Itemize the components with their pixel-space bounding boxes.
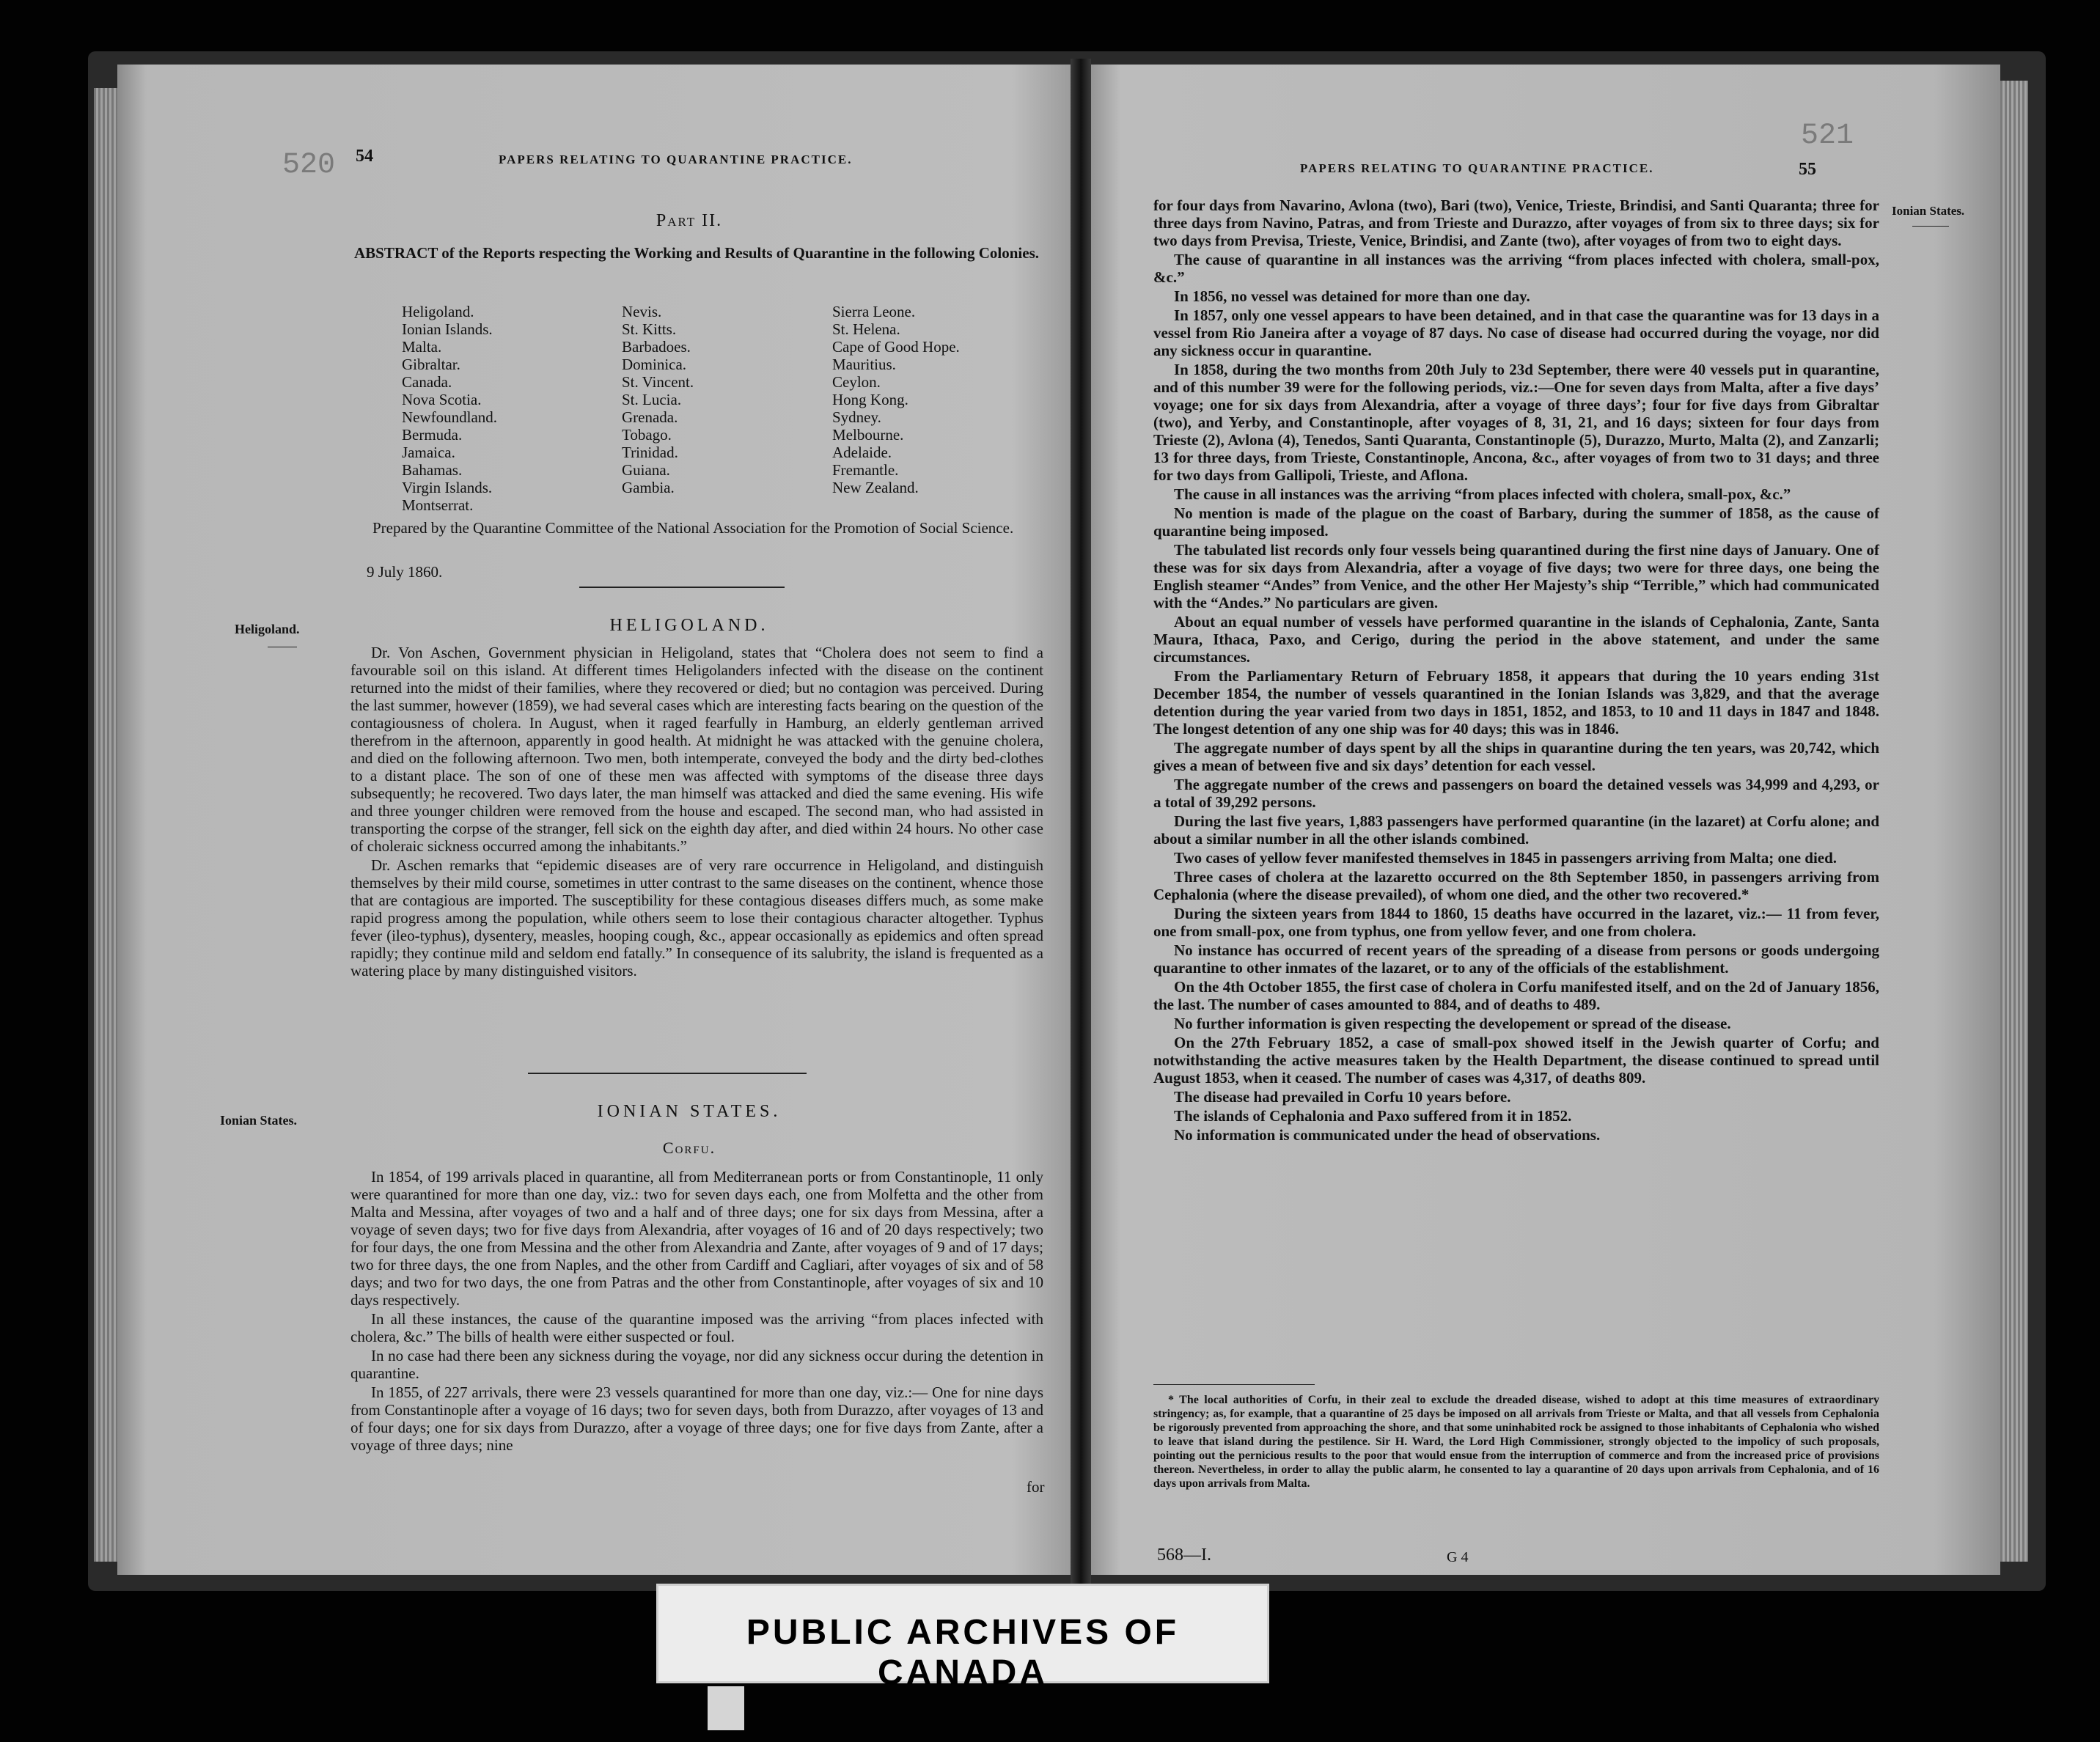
colony-item: Tobago. bbox=[622, 426, 672, 444]
colony-item: Malta. bbox=[402, 338, 442, 356]
right-running-head: PAPERS RELATING TO QUARANTINE PRACTICE. bbox=[1300, 161, 1654, 175]
colony-item: Mauritius. bbox=[832, 356, 896, 373]
book-gutter bbox=[1071, 59, 1091, 1584]
paragraph: The aggregate number of the crews and passengers on board the detained vessels was 34,999 and 4,293, or a total of 39,292 persons. bbox=[1153, 776, 1879, 811]
left-stamp-number: 520 bbox=[282, 149, 336, 182]
colony-item: Hong Kong. bbox=[832, 391, 908, 408]
paragraph: Two cases of yellow fever manifested themselves in 1845 in passengers arriving from Malta; one died. bbox=[1174, 849, 1838, 867]
left-page-edges bbox=[94, 88, 119, 1562]
paragraph: The tabulated list records only four vessels being quarantined during the first nine days of January. One of these was for six days from Alexandria, after a voyage of five days; two were for three days, one being the English steamer “Andes” from Venice, and the other Her Majesty’s ship “Terrible,” which had communicated with the “Andes.” No particulars are given. bbox=[1153, 541, 1879, 611]
paragraph: Three cases of cholera at the lazaretto occurred on the 8th September 1850, in passengers arriving from Cephalonia (where the disease prevailed), of whom one died, and the other two recovered.* bbox=[1153, 868, 1879, 903]
colony-item: Guiana. bbox=[622, 461, 670, 479]
colony-item: Melbourne. bbox=[832, 426, 904, 444]
right-page-number: 55 bbox=[1799, 160, 1816, 179]
imprint: 568—I. bbox=[1157, 1546, 1211, 1565]
corfu-paragraph: In 1855, of 227 arrivals, there were 23 vessels quarantined for more than one day, viz.:— One for nine days from Constantinople after a voyage of 16 days; two for seven days, both from Durazzo, after voyages of 13 and of four days; one for six days from Durazzo, after a voyage of three days; one for five days from Zante, after a voyage of three days; nine bbox=[350, 1383, 1043, 1454]
prepared-by bbox=[352, 519, 1041, 538]
colony-list-col2 bbox=[622, 303, 754, 496]
paragraph: for four days from Navarino, Avlona (two), Bari (two), Venice, Trieste, Brindisi, and Santi Quaranta; three for three days from Navino, Patras, and from Trieste and Durazzo, after voyages of from six to three days; six for two days from Previsa, Trieste, Venice, Brindisi, and Zante (two), after voyages of from two to eight days. bbox=[1153, 196, 1879, 249]
paragraph: In 1856, no vessel was detained for more than one day. bbox=[1174, 287, 1530, 305]
margin-note-ionian-left: Ionian States. bbox=[220, 1113, 298, 1128]
colony-item: Trinidad. bbox=[622, 444, 678, 461]
colony-item: Bahamas. bbox=[402, 461, 463, 479]
film-tab bbox=[708, 1686, 744, 1730]
colony-item: Jamaica. bbox=[402, 444, 455, 461]
left-running-head: PAPERS RELATING TO QUARANTINE PRACTICE. bbox=[499, 152, 853, 166]
ionian-title: IONIAN STATES. bbox=[597, 1102, 782, 1121]
colony-item: Cape of Good Hope. bbox=[832, 338, 960, 356]
paragraph: During the last five years, 1,883 passengers have performed quarantine (in the lazaret) at Corfu alone; and about a similar number in all the other islands combined. bbox=[1153, 812, 1879, 848]
footnote-rule bbox=[1153, 1384, 1315, 1385]
paragraph: The cause of quarantine in all instances was the arriving “from places infected with cholera, small-pox, &c.” bbox=[1153, 251, 1879, 286]
archive-label-text: PUBLIC ARCHIVES OF CANADA bbox=[746, 1613, 1180, 1692]
corfu-paragraph: In 1854, of 199 arrivals placed in quarantine, all from Mediterranean ports or from Constantinople, 11 only were quarantined for more than one day, viz.: two for seven days each, one from Molfetta and the other from Malta and Messina, after voyages of two and a half and of three days; one for six days from Messina, after a voyage of seven days; two for five days from Alexandria, after voyages of 16 and of 20 days respectively; two for four days, the one from Messina and the other from Alexandria and Zante, after voyages of 9 and of 17 days; two for three days, the one from Naples, and the other from Cardiff and Cagliari, after voyages of six and of 58 days; and two for two days, the one from Patras and the other from Constantinople, after voyages of six and 10 days respectively. bbox=[350, 1168, 1043, 1309]
colony-item: St. Vincent. bbox=[622, 373, 694, 391]
colony-item: Nova Scotia. bbox=[402, 391, 482, 408]
paragraph: No further information is given respecting the developement or spread of the disease. bbox=[1174, 1015, 1731, 1032]
colony-list-col3 bbox=[832, 303, 1023, 496]
colony-item: Canada. bbox=[402, 373, 452, 391]
paragraph: During the sixteen years from 1844 to 1860, 15 deaths have occurred in the lazaret, viz.:— 11 from fever, one from small-pox, one from typhus, one from yellow fever, and one from cholera. bbox=[1153, 905, 1879, 940]
heligoland-title: HELIGOLAND. bbox=[609, 616, 769, 635]
section-rule bbox=[579, 587, 785, 588]
heligoland-body bbox=[350, 644, 1043, 981]
signature-mark: G 4 bbox=[1447, 1549, 1469, 1565]
part-title: Part II. bbox=[656, 211, 723, 230]
margin-note-ionian-right: Ionian States. bbox=[1892, 204, 1965, 218]
footnote bbox=[1153, 1393, 1879, 1491]
footnote-text: * The local authorities of Corfu, in their zeal to exclude the dreaded disease, wished to adopt at this time measures of extraordinary stringency; as, for example, that a quarantine of 25 days be imposed on all arrivals from Trieste or Malta, and that all vessels from Cephalonia be rigorously prevented from approaching the shore, and that some uninhabited rock be assigned to those inhabitants of Cephalonia who wished to leave that island during the pestilence. Sir H. Ward, the Lord High Commissioner, strongly objected to the impolicy of such proposals, pointing out the pernicious results to the poor that would ensue from the interruption of commerce and from the increased price of provisions thereon. Nevertheless, in order to allay the public alarm, he consented to lay a quarantine of 20 days upon arrivals from Cephalonia, and of 16 days upon arrivals from Malta. bbox=[1153, 1394, 1879, 1490]
colony-item: St. Helena. bbox=[832, 320, 900, 338]
right-page-edges bbox=[2000, 81, 2028, 1562]
margin-note-heligoland: Heligoland. bbox=[235, 622, 300, 636]
left-page-number: 54 bbox=[356, 147, 373, 166]
colony-item: Gibraltar. bbox=[402, 356, 460, 373]
paragraph: About an equal number of vessels have performed quarantine in the islands of Cephalonia, Zante, Santa Maura, Ithaca, Paxo, and Cerigo, during the period in the above statement, and under the same circumstances. bbox=[1153, 613, 1879, 666]
colony-item: Bermuda. bbox=[402, 426, 463, 444]
paragraph: No instance has occurred of recent years of the spreading of a disease from persons or goods undergoing quarantine to other inmates of the lazaret, or to any of the officials of the establishment. bbox=[1153, 941, 1879, 977]
section-rule bbox=[528, 1073, 807, 1074]
colony-item: Heligoland. bbox=[402, 303, 474, 320]
colony-item: Ceylon. bbox=[832, 373, 881, 391]
colony-item: Sydney. bbox=[832, 408, 881, 426]
heligoland-paragraph: Dr. Aschen remarks that “epidemic diseases are of very rare occurrence in Heligoland, and distinguish themselves by their mild course, sometimes in utter contrast to the same diseases on the continent, whence those that are contagious are imported. The susceptibility for these contagious diseases differs much, as some make rapid progress among the population, while others seem to lose their contagious character altogether. Typhus fever (ileo-typhus), dysentery, measles, hooping cough, &c., appear occasionally as epidemics and often spread rapidly; they continue mild and seldom end fatally.” In consequence of its salubrity, the island is frequented as a watering place by many distinguished visitors. bbox=[350, 856, 1043, 980]
colony-item: Fremantle. bbox=[832, 461, 899, 479]
archive-label bbox=[656, 1584, 1269, 1692]
colony-item: Nevis. bbox=[622, 303, 662, 320]
colony-item: St. Kitts. bbox=[622, 320, 677, 338]
paragraph: The cause in all instances was the arriving “from places infected with cholera, small-pox, &c.” bbox=[1174, 485, 1791, 503]
colony-item: Virgin Islands. bbox=[402, 479, 493, 496]
colony-item: Ionian Islands. bbox=[402, 320, 493, 338]
colony-item: Gambia. bbox=[622, 479, 675, 496]
heligoland-paragraph: Dr. Von Aschen, Government physician in Heligoland, states that “Cholera does not seem to find a favourable soil on this island. At different times Heligolanders infected with the disease on the continent returned into the midst of their families, where they recovered or died; but no contagion was perceived. During the last summer, however (1859), we had several cases which are interesting facts bearing on the question of the contagiousness of cholera. In August, when it raged fearfully in Hamburg, an elderly gentleman arrived therefrom in the afternoon, apparently in good health. At midnight he was attacked with the genuine cholera, and died on the following afternoon. Two men, both intemperate, conveyed the body and the dirty bed-clothes to a distant place. The son of one of these men was affected with symptoms of the disease three days subsequently; he recovered. Two days later, the man himself was attacked and died the same evening. His wife and three younger children were removed from the house and escaped. The second man, who had assisted in transporting the corpse of the stranger, fell sick on the eighth day after, and died within 24 hours. No other case of choleraic sickness occurred among the inhabitants.” bbox=[350, 644, 1043, 855]
corfu-body bbox=[350, 1168, 1043, 1455]
paragraph: On the 4th October 1855, the first case of cholera in Corfu manifested itself, and on the 2d of January 1856, the last. The number of cases amounted to 884, and of deaths to 489. bbox=[1153, 978, 1879, 1013]
right-stamp-number: 521 bbox=[1801, 120, 1854, 152]
colony-item: Barbadoes. bbox=[622, 338, 691, 356]
report-date: 9 July 1860. bbox=[367, 563, 443, 581]
colony-item: Montserrat. bbox=[402, 496, 474, 514]
colony-item: St. Lucia. bbox=[622, 391, 682, 408]
paragraph: On the 27th February 1852, a case of small-pox showed itself in the Jewish quarter of Corfu; and notwithstanding the active measures taken by the Health Department, the disease continued to spread until August 1853, when it ceased. The number of cases was 4,317, of deaths 809. bbox=[1153, 1034, 1879, 1087]
corfu-paragraph: In all these instances, the cause of the quarantine imposed was the arriving “from places infected with cholera, &c.” The bills of health were either suspected or foul. bbox=[350, 1310, 1043, 1345]
colony-list-col1 bbox=[402, 303, 534, 514]
prepared-by-text: Prepared by the Quarantine Committee of the National Association for the Promotion of Social Science. bbox=[372, 519, 1014, 537]
colony-item: Adelaide. bbox=[832, 444, 892, 461]
colony-item: Grenada. bbox=[622, 408, 678, 426]
colony-item: Sierra Leone. bbox=[832, 303, 916, 320]
right-page bbox=[1091, 65, 2000, 1575]
corfu-title: Corfu. bbox=[662, 1139, 716, 1157]
paragraph: From the Parliamentary Return of February 1858, it appears that during the 10 years ending 31st December 1854, the number of vessels quarantined in the Ionian Islands was 3,829, and that the average detention during the year varied from two days in 1851, 1852, and 1853, to 10 and 11 days in 1847 and 1848. The longest detention of any one ship was for 40 days; this was in 1846. bbox=[1153, 667, 1879, 738]
paragraph: The islands of Cephalonia and Paxo suffered from it in 1852. bbox=[1174, 1107, 1572, 1125]
margin-rule bbox=[1912, 226, 1949, 227]
corfu-paragraph: In no case had there been any sickness during the voyage, nor did any sickness occur during the detention in quarantine. bbox=[350, 1347, 1043, 1382]
left-page bbox=[117, 65, 1071, 1575]
colony-item: Dominica. bbox=[622, 356, 687, 373]
paragraph: No mention is made of the plague on the coast of Barbary, during the summer of 1858, as the cause of quarantine being imposed. bbox=[1153, 504, 1879, 540]
catchword: for bbox=[1027, 1478, 1045, 1496]
right-body bbox=[1153, 196, 1879, 1145]
paragraph: In 1858, during the two months from 20th July to 23d September, there were 40 vessels put in quarantine, and of this number 39 were for the following periods, viz.:—One for seven days from Malta, after a five days’ voyage; one for six days from Alexandria, after a voyage of three days’; four for five days from Gibraltar (two), and Yerby, and Constantinople, after voyages of 8, 31, 21, and 16 days; sixteen for four days from Trieste (2), Avlona (4), Tenedos, Santi Quaranta, Constantinople (5), Durazzo, Murto, Malta (2), and Zanzarli; 13 for three days, from Trieste, Constantinople, Ancona, &c., after voyages of from two to 31 days; and three for two days from Gallipoli, Trieste, and Aflona. bbox=[1153, 361, 1879, 484]
colony-item: New Zealand. bbox=[832, 479, 919, 496]
paragraph: The aggregate number of days spent by all the ships in quarantine during the ten years, was 20,742, which gives a mean of between five and six days’ detention for each vessel. bbox=[1153, 739, 1879, 774]
paragraph: The disease had prevailed in Corfu 10 years before. bbox=[1174, 1088, 1511, 1106]
colony-item: Newfoundland. bbox=[402, 408, 498, 426]
abstract-title: ABSTRACT of the Reports respecting the Working and Results of Quarantine in the following Colonies. bbox=[354, 244, 1039, 262]
paragraph: No information is communicated under the head of observations. bbox=[1174, 1126, 1601, 1144]
paragraph: In 1857, only one vessel appears to have been detained, and in that case the quarantine was for 13 days in a vessel from Rio Janeira after a voyage of 87 days. No case of disease had occurred during the voyage, nor did any sickness occur in quarantine. bbox=[1153, 306, 1879, 359]
